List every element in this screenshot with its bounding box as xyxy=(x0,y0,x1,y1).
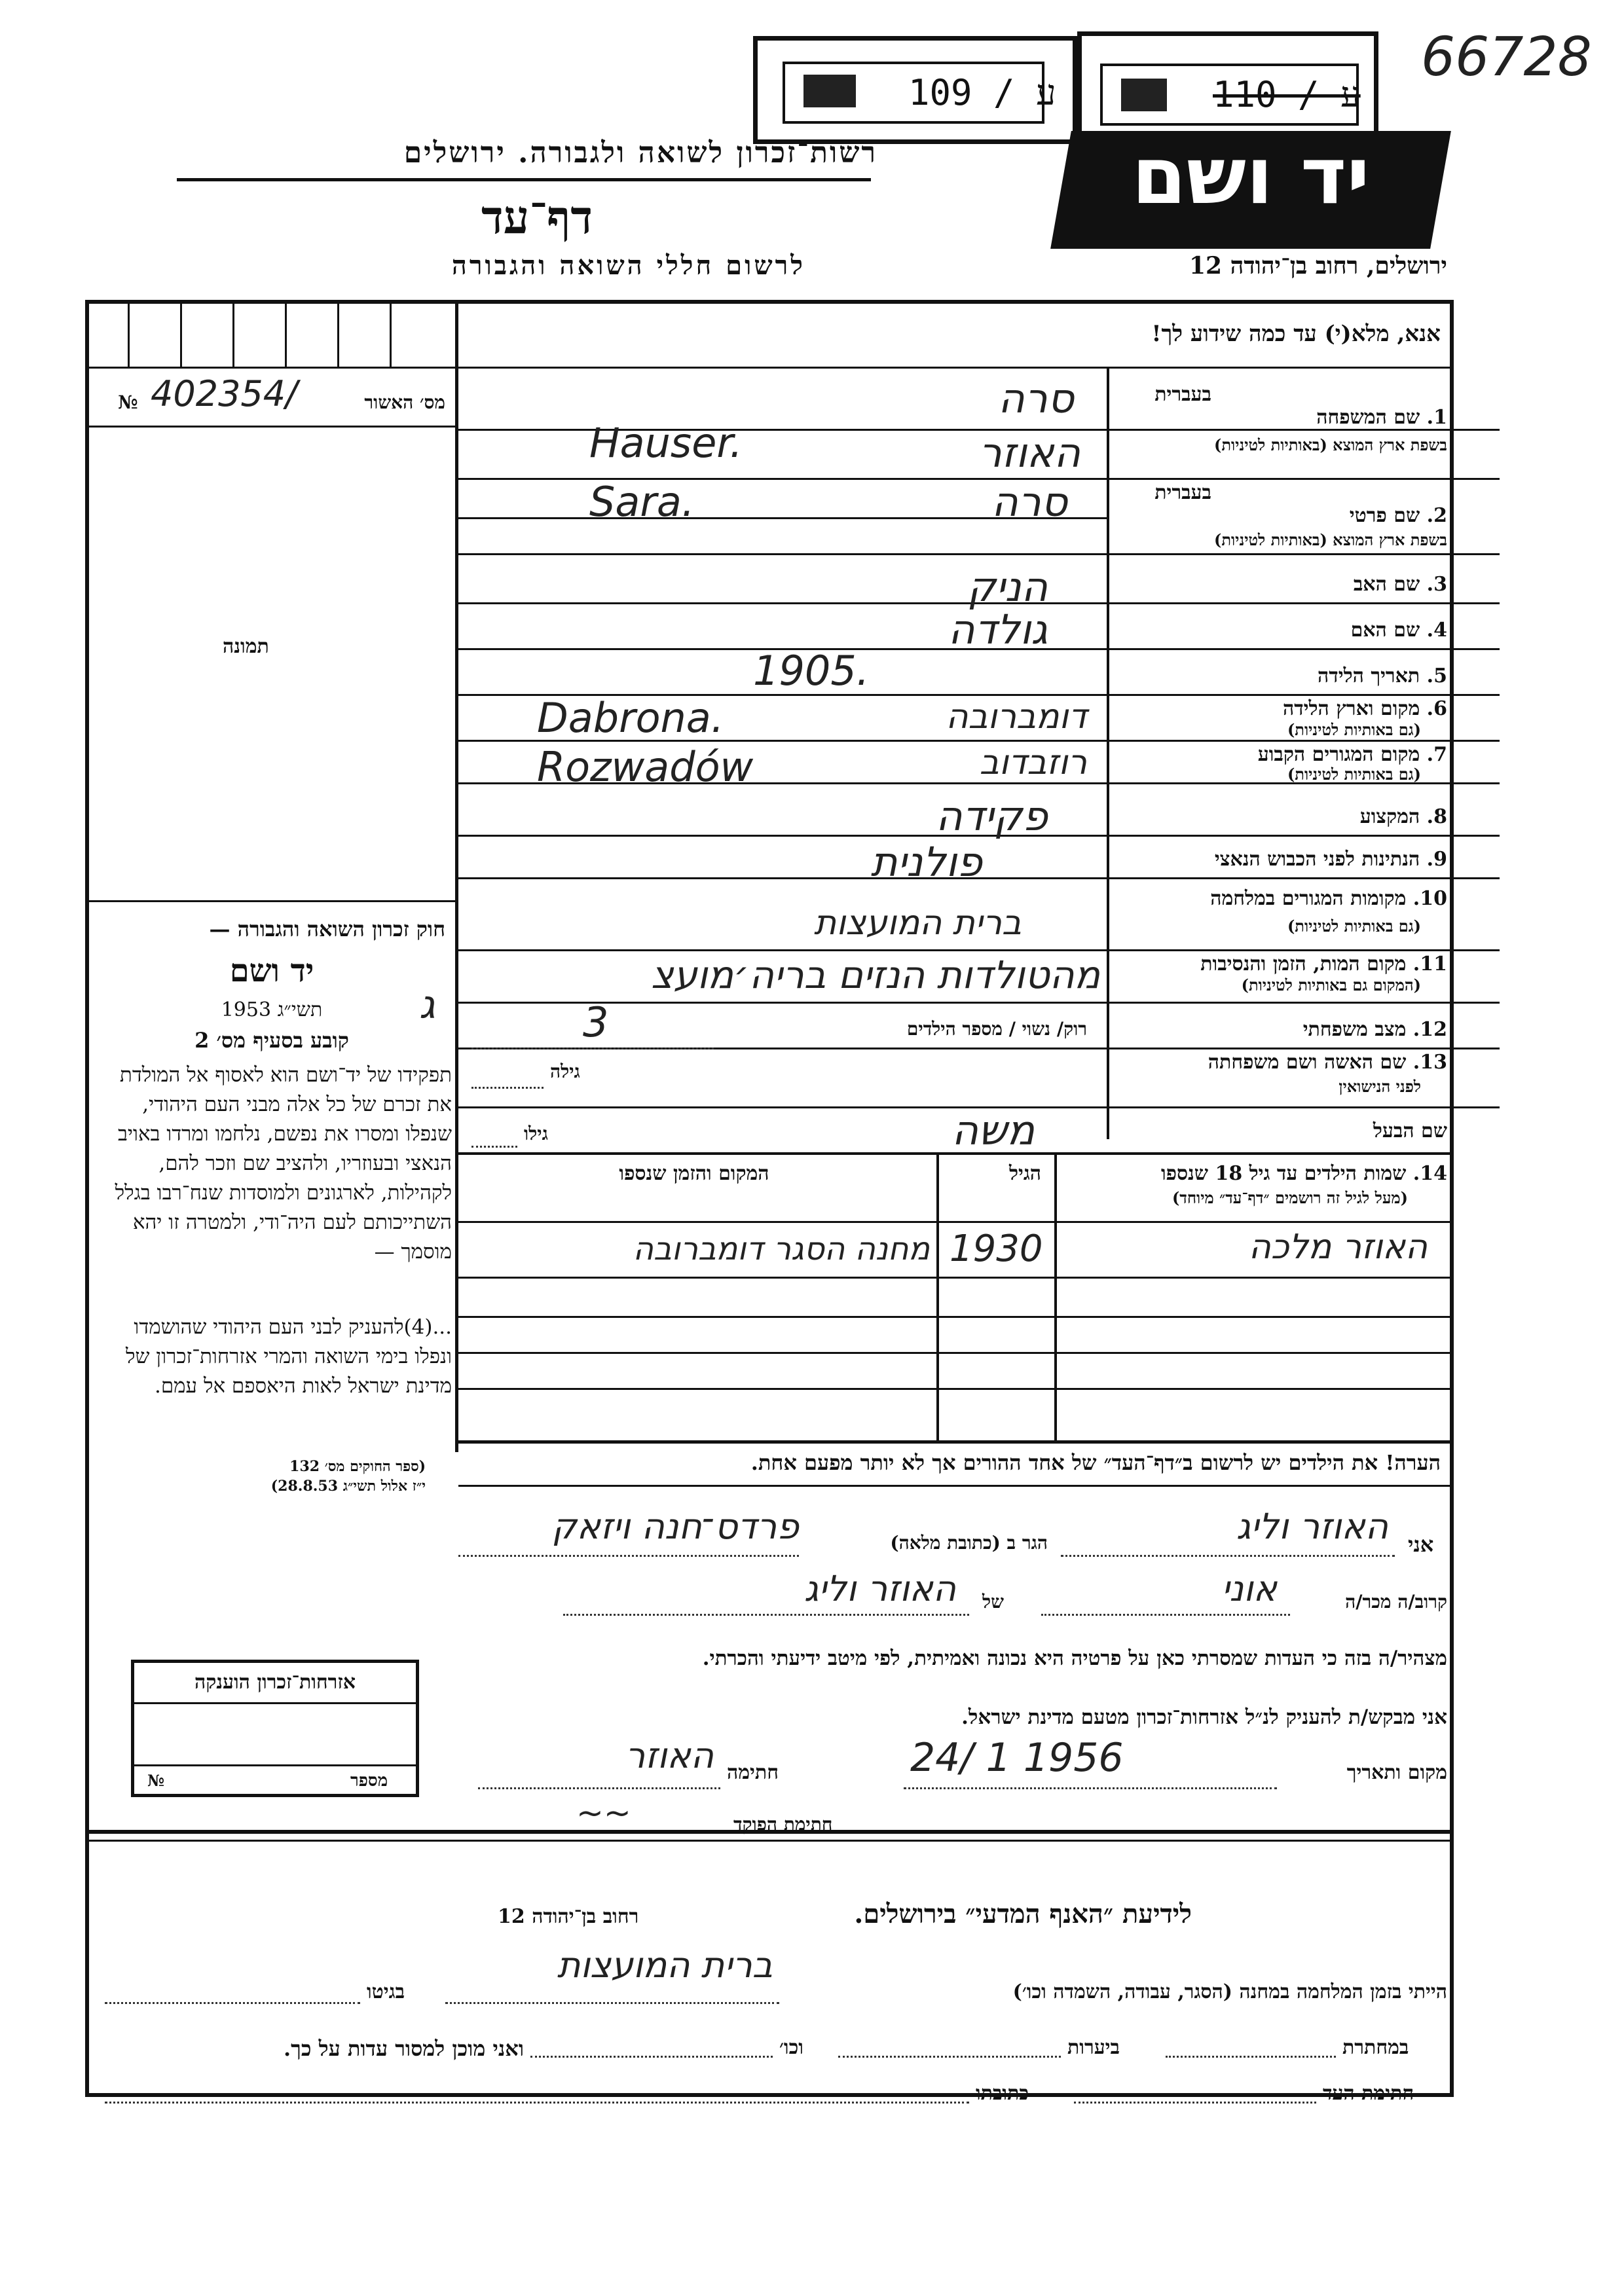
officer-signature-label: חתימת הפוקד xyxy=(733,1813,833,1835)
field-12-label: 12. מצב משפחתי xyxy=(1302,1018,1447,1041)
witness-address: פרדס־חנה ויזאק xyxy=(551,1506,799,1547)
side-mark: ג xyxy=(419,982,435,1028)
witness-name: האוזר וליג xyxy=(1236,1506,1388,1547)
husband-age-label: גילו xyxy=(524,1123,548,1144)
law-text: תפקידו של יד־ושם הוא לאסוף אל המולדת את זכרם של כל אלה מבני העם היהודי, שנפלו ומסרו את נפשם, נלחמו ומרדו באויב הנאצי ובעוזריו, ולהציב שם וזכר להם, לקהילות, לארגונים ולמוסדות שנח־רבו בגלל השתייכותם לעם היה־ודי, ולמטרה זו יהא מוסמך — xyxy=(115,1063,452,1264)
field-6-label: 6. מקום וארץ הלידה xyxy=(1282,697,1447,720)
field-12-options: רוק/ נשוי / מספר הילדים xyxy=(906,1018,1087,1040)
signature-label: חתימה xyxy=(727,1761,779,1784)
witness-signature-label: חתימת העד xyxy=(1323,2082,1414,2105)
field-8-value: פקידה xyxy=(936,792,1048,840)
bottom-title: לידיעת ״האנף המדעי״ בירושלים. xyxy=(854,1899,1192,1929)
citizenship-number-label: מספר xyxy=(350,1771,388,1791)
field-10-sub: (גם באותיות לטיניות) xyxy=(1287,917,1421,936)
relation-label: קרוב/ה מכר/ה xyxy=(1345,1591,1447,1613)
child-name: האוזר מלכה xyxy=(1248,1228,1428,1267)
stamp-box-2 xyxy=(1077,31,1378,144)
officer-signature-scribble: ~~ xyxy=(576,1794,631,1832)
relation-value: אוני xyxy=(1221,1568,1277,1609)
forests-label: ביערות xyxy=(1067,2036,1120,2059)
field-13-sub: לפני הנישואין xyxy=(1338,1077,1421,1096)
law-name: יד ושם xyxy=(229,953,314,989)
ghetto-label: בגיטו xyxy=(367,1980,405,2003)
citizenship-title: אזרחות־זכרון הוענקה xyxy=(194,1671,356,1694)
underground-label: במחתרת xyxy=(1342,2036,1409,2059)
field-7-value-heb: רוזבדוב xyxy=(979,743,1087,782)
archive-number: 66728 xyxy=(1421,26,1592,88)
field-6-value-heb: דומברובה xyxy=(946,697,1087,737)
field-14-label: 14. שמות הילדים עד גיל 18 שנספו xyxy=(1160,1162,1447,1185)
field-11-sub: (המקום גם באותיות לטיניות) xyxy=(1241,975,1421,994)
field-1-sub: בשפת ארץ המוצא (באותיות לטיניות) xyxy=(1214,435,1447,454)
form-subtitle: לרשום חללי השואה והגבורה xyxy=(451,250,805,281)
place-date-label: מקום ותאריך xyxy=(1346,1761,1447,1784)
field-11-value: מהטולדות הנזים בריה׳מועצ xyxy=(651,953,1100,997)
field-5-label: 5. תאריך הלידה xyxy=(1318,665,1447,687)
field-4-value: גולדה xyxy=(948,606,1048,653)
stamp-box-1 xyxy=(753,36,1077,144)
field-2-value-heb: סרה xyxy=(991,478,1067,526)
etc-label: וכו׳ xyxy=(779,2036,803,2059)
field-9-label: 9. הנתינות לפני הכבוש הנאצי xyxy=(1214,848,1447,871)
field-3-label: 3. שם האב xyxy=(1353,573,1447,596)
field-7-value-lat: Rozwadów xyxy=(537,743,754,791)
approval-boxes xyxy=(88,302,455,367)
instruction-text: אנא, מלא(י) עד כמה שידוע לך! xyxy=(1151,321,1441,347)
field-1-value-heb2: האוזר xyxy=(978,429,1080,477)
field-9-value: פולנית xyxy=(870,838,982,886)
column-age-header: הגיל xyxy=(1008,1162,1041,1185)
field-8-label: 8. המקצוע xyxy=(1359,805,1447,828)
child-age: 1930 xyxy=(950,1228,1043,1270)
citizenship-number-symbol: № xyxy=(147,1771,165,1790)
logo-text: יד ושם xyxy=(1132,131,1370,222)
field-2-value-lat: Sara. xyxy=(589,478,695,526)
field-7-sub: (גם באותיות לטיניות) xyxy=(1287,765,1421,784)
field-3-value: הניק xyxy=(967,563,1048,611)
field-2-sub: בשפת ארץ המוצא (באותיות לטיניות) xyxy=(1214,530,1447,549)
bottom-address: רחוב בן־יהודה 12 xyxy=(498,1905,639,1928)
field-7-label: 7. מקום המגורים הקבוע xyxy=(1257,743,1447,766)
field-5-value: 1905. xyxy=(753,647,870,695)
field-6-sub: (גם באותיות לטיניות) xyxy=(1287,720,1421,739)
field-1-value-heb: סרה xyxy=(998,374,1074,422)
note-text: הערה! את הילדים יש לרשום ב״דף־העד״ של אחד ההורים אך לא יותר מפעם אחת. xyxy=(750,1450,1441,1475)
photo-label: תמונה xyxy=(223,635,269,658)
approval-label: מס׳ האשור xyxy=(364,392,445,413)
signature-value: האוזר xyxy=(625,1735,714,1776)
witness-i-label: אני xyxy=(1408,1532,1434,1557)
field-2-heb-label: בעברית xyxy=(1154,481,1211,504)
field-1-heb-label: בעברית xyxy=(1154,383,1211,406)
stamp-number-1: 109 / ע xyxy=(908,72,1056,113)
of-value: האוזר וליג xyxy=(803,1568,956,1609)
law-title: חוק זכרון השואה והגבורה — xyxy=(209,917,445,941)
bottom-line-1: הייתי בזמן המלחמה במחנה (הסגר, עבודה, השמדה וכו׳) xyxy=(1012,1980,1447,2003)
law-section: קובע בסעיף מס׳ 2 xyxy=(194,1028,349,1053)
place-date-value: 24/ 1 1956 xyxy=(910,1735,1124,1781)
field-10-value: ברית המועצות xyxy=(814,903,1022,943)
law-year: תשי״ג 1953 xyxy=(221,998,323,1021)
field-2-label: 2. שם פרטי xyxy=(1349,504,1447,527)
witness-address-label-bottom: כתובתו xyxy=(976,2082,1029,2105)
field-10-label: 10. מקומות המגורים במלחמה xyxy=(1210,887,1447,910)
approval-no-symbol: № xyxy=(118,392,138,413)
child-place: מחנה הסגר דומברובה xyxy=(633,1231,930,1267)
field-13-label: 13. שם האשה ושם משפחתה xyxy=(1208,1051,1447,1074)
request-text: אני מבקש/ת להעניק לנ״ל אזרחות־זכרון מטעם מדינת ישראל. xyxy=(961,1705,1447,1729)
law-ref: (ספר החוקים מס׳ 132 xyxy=(289,1458,426,1475)
citizenship-box xyxy=(131,1660,419,1797)
of-label: של xyxy=(982,1591,1004,1613)
husband-label: שם הבעל xyxy=(1373,1120,1447,1142)
law-ref-2: י״ז אלול תשי״ג 28.8.53) xyxy=(270,1478,426,1495)
field-11-label: 11. מקום המות, הזמן והנסיבות xyxy=(1200,953,1447,975)
header-address: ירושלים, רחוב בן־יהודה 12 xyxy=(1189,252,1447,280)
field-1-value-lat: Hauser. xyxy=(589,419,743,467)
witness-address-label: הגר ב (כתובת מלאה) xyxy=(890,1532,1048,1554)
field-12-children-count: 3 xyxy=(583,998,609,1046)
bottom-camp-value: ברית המועצות xyxy=(557,1944,773,1986)
approval-number: 402354/ xyxy=(151,373,298,414)
stamp-number-2: 110 / ע xyxy=(1213,74,1361,115)
field-4-label: 4. שם האם xyxy=(1350,619,1447,642)
column-place-header: המקום והזמן שנספו xyxy=(619,1162,769,1185)
field-14-sub: (מעל לגיל זה רושמים ״דף־עד״ מיוחד) xyxy=(1172,1188,1408,1207)
field-13-age-label: גילה xyxy=(550,1061,580,1082)
declaration-text: מצהיר/ה בזה כי העדות שמסרתי כאן על פרטיה היא נכונה ואמיתית, לפי מיטב ידיעתי והכרתי. xyxy=(702,1647,1447,1670)
ready-label: ואני מוכן למסור עדות על כך. xyxy=(283,2036,524,2061)
law-text-2: ...(4)להעניק לבני העם היהודי שהושמדו ונפלו בימי השואה והמרי אזרחות־זכרון של מדינת ישראל לאות היאספם אל עמם. xyxy=(126,1315,452,1398)
husband-value: משה xyxy=(951,1106,1035,1154)
form-title: דף־עד xyxy=(481,190,593,244)
org-name: רשות־זכרון לשואה ולגבורה. ירושלים xyxy=(403,136,877,170)
field-1-label: 1. שם המשפחה xyxy=(1316,406,1447,429)
field-6-value-lat: Dabrona. xyxy=(537,694,724,742)
